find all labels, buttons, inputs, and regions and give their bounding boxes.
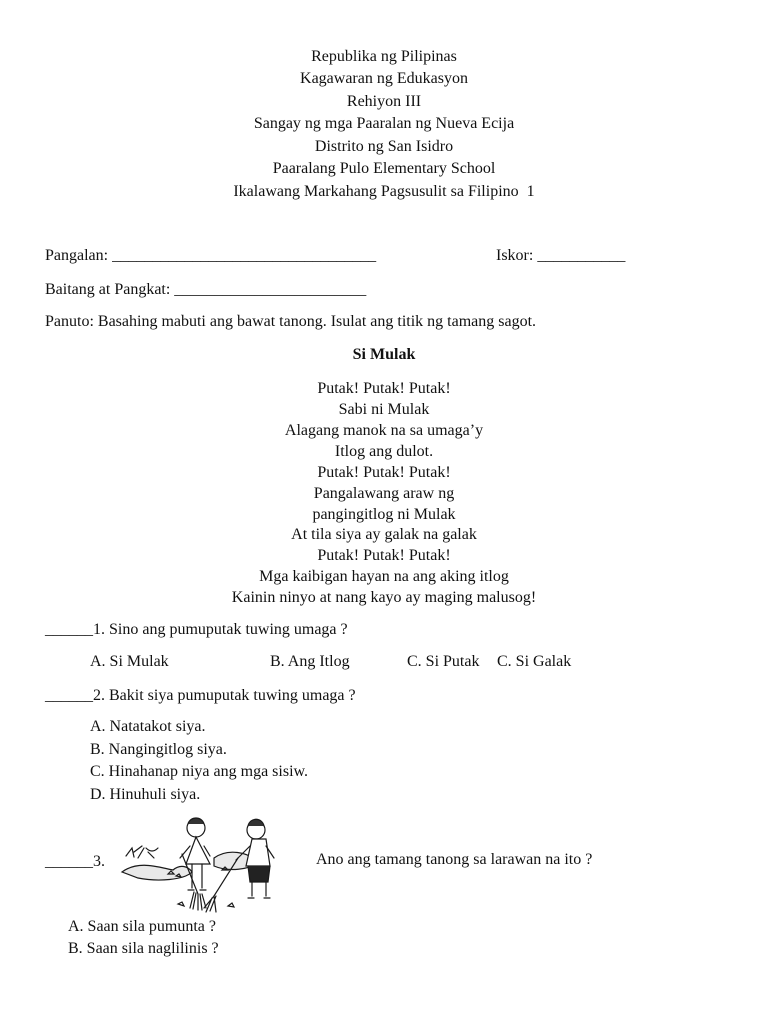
- children-sweeping-illustration: [118, 812, 308, 914]
- header-district: Distrito ng San Isidro: [314, 138, 454, 155]
- q2-choice-d: D. Hinuhuli siya.: [90, 786, 201, 803]
- poem-line: Alagang manok na sa umaga’y: [284, 422, 484, 439]
- grade-section-field[interactable]: Baitang at Pangkat: ________________________: [45, 281, 367, 298]
- name-field[interactable]: Pangalan: _________________________________: [45, 247, 377, 264]
- header-region: Rehiyon III: [346, 93, 422, 110]
- q1-choice-b: B. Ang Itlog: [270, 653, 350, 670]
- poem-line: pangingitlog ni Mulak: [312, 506, 456, 523]
- poem-line: At tila siya ay galak na galak: [291, 526, 477, 543]
- poem-line: Putak! Putak! Putak!: [317, 464, 451, 481]
- header-department: Kagawaran ng Edukasyon: [300, 70, 468, 87]
- poem-line: Mga kaibigan hayan na ang aking itlog: [259, 568, 509, 585]
- q1-choice-d: C. Si Galak: [497, 653, 572, 670]
- poem-title: Si Mulak: [352, 346, 416, 363]
- poem-line: Sabi ni Mulak: [338, 401, 430, 418]
- q1-choice-a: A. Si Mulak: [90, 653, 169, 670]
- instructions: Panuto: Basahing mabuti ang bawat tanong. Isulat ang titik ng tamang sagot.: [45, 313, 537, 330]
- question-3-prompt: Ano ang tamang tanong sa larawan na ito ?: [316, 851, 593, 868]
- children-sweeping-drawing: [118, 812, 308, 914]
- q3-choice-b: B. Saan sila naglilinis ?: [68, 940, 219, 957]
- header-exam-title: Ikalawang Markahang Pagsusulit sa Filipino 1: [233, 183, 535, 200]
- score-field[interactable]: Iskor: ___________: [496, 247, 626, 264]
- header-division: Sangay ng mga Paaralan ng Nueva Ecija: [253, 115, 515, 132]
- q2-choice-b: B. Nangingitlog siya.: [90, 741, 227, 758]
- q2-choice-c: C. Hinahanap niya ang mga sisiw.: [90, 763, 309, 780]
- header-republic: Republika ng Pilipinas: [311, 48, 457, 65]
- poem-line: Putak! Putak! Putak!: [317, 547, 451, 564]
- question-3-number: ______3.: [45, 853, 105, 870]
- q1-choice-c: C. Si Putak: [407, 653, 480, 670]
- q2-choice-a: A. Natatakot siya.: [90, 718, 206, 735]
- question-1-stem: ______1. Sino ang pumuputak tuwing umaga ?: [45, 621, 348, 638]
- q3-choice-a: A. Saan sila pumunta ?: [68, 918, 216, 935]
- poem-line: Pangalawang araw ng: [313, 485, 455, 502]
- header-school: Paaralang Pulo Elementary School: [272, 160, 496, 177]
- poem-line: Putak! Putak! Putak!: [317, 380, 451, 397]
- question-2-stem: ______2. Bakit siya pumuputak tuwing umaga ?: [45, 687, 356, 704]
- poem-line: Itlog ang dulot.: [334, 443, 434, 460]
- poem-line: Kainin ninyo at nang kayo ay maging malusog!: [231, 589, 537, 606]
